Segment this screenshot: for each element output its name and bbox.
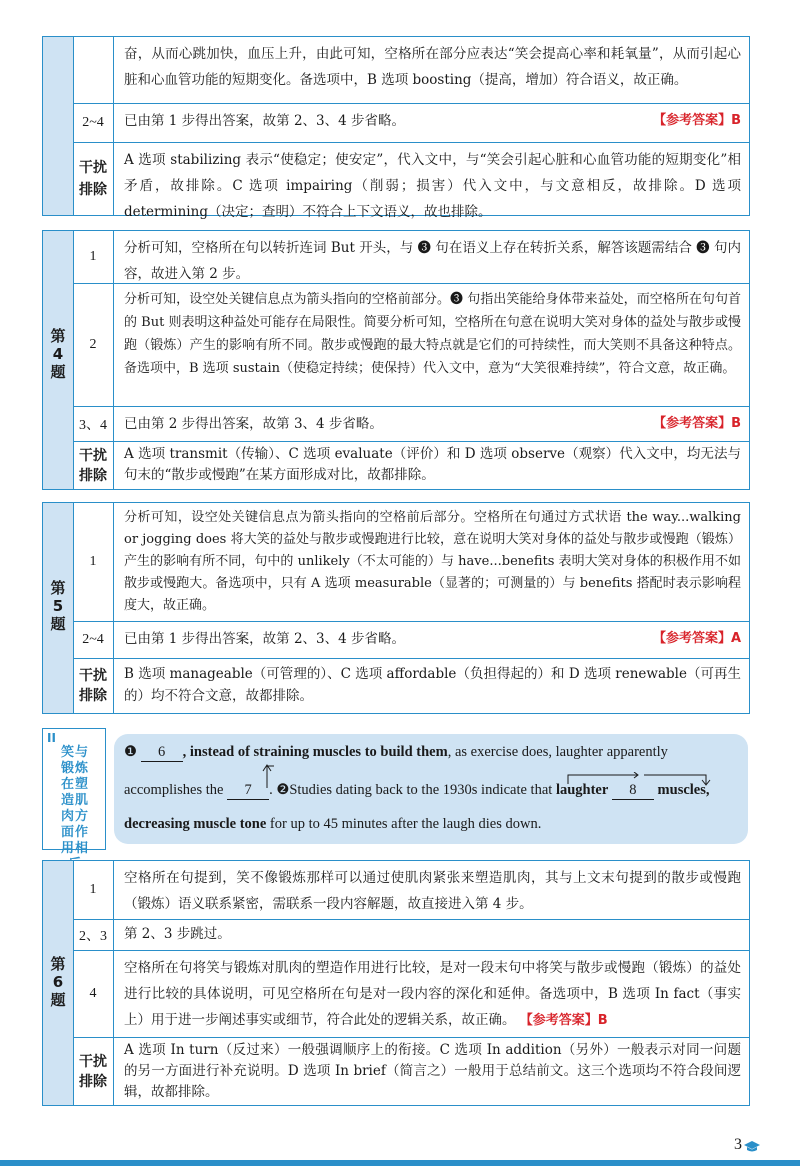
step-content [114, 951, 749, 1037]
step-number: 1 [73, 503, 114, 621]
step-number: 3、4 [73, 407, 114, 441]
bracket-arrows-icon [566, 772, 716, 786]
step-row [73, 284, 749, 407]
step-text: 已由第 1 步得出答案，故第 2、3、4 步省略。 [124, 631, 406, 647]
distractor-content: A 选项 stabilizing 表示“使稳定；使安定”，代入文中，与“笑会引起心脏和心血管功能的短期变化”相矛盾，故排除。C 选项 impairing（削弱；损害）代入文中，与文意相反，故排除。D 选项 determining（决定；查明）不符合上下文语义，故也排除。 [124, 152, 741, 220]
passage-line [124, 816, 541, 833]
distractor-tag-label: 干扰排除 [79, 1053, 107, 1090]
passage-bold: , instead of straining muscles to build them [182, 744, 448, 760]
distractor-tag [73, 659, 114, 713]
step-content [114, 407, 749, 441]
distractor-content: A 选项 In turn（反过来）一般强调顺序上的衔接。C 选项 In addition（另外）一般表示对同一问题的另一方面进行补充说明。D 选项 In brief（简言之）一般用于总结前文。这三个选项均不符合段间逻辑，故都排除。 [124, 1042, 741, 1100]
question-6 [42, 860, 750, 1106]
step-number: 1 [73, 231, 114, 283]
page-number: 3 [734, 1136, 742, 1153]
step-number: 2~4 [73, 104, 114, 142]
step-number: 4 [73, 951, 114, 1037]
distractor-tag-label: 干扰排除 [79, 668, 107, 704]
section-title: 笑与锻炼在塑造肌肉方面作用相 [60, 745, 89, 856]
step-content: 第 2、3 步跳过。 [124, 926, 231, 942]
step-number: 2 [73, 284, 114, 406]
question-3-continuation [42, 36, 750, 220]
distractor-row [73, 659, 749, 713]
side-column [43, 37, 74, 215]
question-label: 第4题 [50, 327, 66, 381]
step-content: 奋，从而心跳加快，血压上升，由此可知，空格所在部分应表达“笑会提高心率和耗氧量”，从而引起心脏和心血管功能的短期变化。备选项中，B 选项 boosting（提高，增加）符合语义，故正确。 [124, 46, 741, 88]
step-row [73, 920, 749, 951]
step-row [73, 37, 749, 104]
passage-bold: muscles, [657, 782, 710, 798]
distractor-tag-label: 干扰排除 [79, 160, 107, 198]
passage-box [114, 734, 748, 844]
passage-text: for up to 45 minutes after the laugh dies down. [269, 816, 542, 832]
blank-7: 7 [227, 782, 269, 800]
passage-text: . ❷Studies dating back to the 1930s indicate that [269, 782, 553, 798]
step-content: 分析可知，空格所在句以转折连词 But 开头，与 ❸ 句在语义上存在转折关系，解答该题需结合 ❸ 句内容，故进入第 2 步。 [124, 240, 741, 282]
step-number: 2、3 [73, 920, 114, 950]
step-content [114, 622, 749, 658]
question-label-column [43, 503, 74, 713]
step-content [114, 104, 749, 142]
reference-answer: 【参考答案】A [652, 631, 741, 646]
reference-answer: 【参考答案】B [519, 1013, 608, 1028]
distractor-row [73, 1038, 749, 1105]
step-row [73, 622, 749, 659]
question-label: 第5题 [50, 579, 66, 633]
distractor-row [73, 442, 749, 489]
distractor-tag-label: 干扰排除 [79, 447, 107, 484]
step-row [73, 231, 749, 284]
distractor-content: A 选项 transmit（传输）、C 选项 evaluate（评价）和 D 选项 observe（观察）代入文中，均无法与句末的“散步或慢跑”在某方面形成对比，故都排除。 [124, 446, 741, 483]
step-row [73, 503, 749, 622]
step-number: 2~4 [73, 622, 114, 658]
bottom-bar [0, 1160, 800, 1166]
distractor-tag [73, 1038, 114, 1105]
step-row [73, 407, 749, 442]
passage-text: , as exercise does, laughter apparently [447, 744, 668, 760]
passage-line [124, 744, 668, 762]
distractor-tag [73, 143, 114, 215]
question-5 [42, 502, 750, 714]
step-text: 空格所在句将笑与锻炼对肌肉的塑造作用进行比较，是对一段末句中将笑与散步或慢跑（锻炼）的益处进行比较的具体说明，可见空格所在句是对一段内容的深化和延伸。备选项中，B 选项 In fact（事实上）用于进一步阐述事实或细节，符合此处的逻辑关系，故正确。 [124, 960, 741, 1028]
question-label-column [43, 231, 74, 489]
step-text: 已由第 2 步得出答案，故第 3、4 步省略。 [124, 416, 383, 432]
reference-answer: 【参考答案】B [653, 416, 741, 431]
reference-answer: 【参考答案】B [653, 113, 741, 128]
question-label: 第6题 [50, 955, 66, 1009]
step-content: 分析可知，设空处关键信息点为箭头指向的空格前后部分。空格所在句通过方式状语 the way...walking or jogging does 将大笑的益处与散步或慢跑进行比较，意在说明大笑对身体的益处与散步或慢跑（锻炼）产生的影响有所不同，句中的 unlikely（不太可能的）与 have...benefits 表明大笑对身体的积极作用不如散步或慢跑大。备选项中，只有 A 选项 measurable（显著的；可测量的）与 benefits 搭配时表示影响程度大，故正确。 [124, 510, 741, 613]
section-ii-label [42, 728, 106, 856]
step-number: 1 [73, 861, 114, 919]
step-row [73, 861, 749, 920]
section-number: II [47, 731, 56, 745]
step-text: 已由第 1 步得出答案，故第 2、3、4 步省略。 [124, 113, 406, 129]
graduation-cap-icon [744, 1141, 760, 1153]
step-row [73, 951, 749, 1038]
section-ii [42, 728, 748, 856]
blank-6: 6 [141, 744, 183, 762]
passage-text: accomplishes the [124, 782, 224, 798]
distractor-content: B 选项 manageable（可管理的）、C 选项 affordable（负担得起的）和 D 选项 renewable（可再生的）均不符合文意，故都排除。 [124, 666, 741, 704]
step-content: 分析可知，设空处关键信息点为箭头指向的空格前部分。❸ 句指出笑能给身体带来益处，而空格所在句句首的 But 则表明这种益处可能存在局限性。简要分析可知，空格所在句意在说明大笑对身体的益处与散步或慢跑（锻炼）产生的影响有所不同。散步或慢跑的最大特点就是它们的可持续性，而大笑则不具备这种特点。备选项中，B 选项 sustain（使稳定持续；使保持）代入文中，意为“大笑很难持续”，符合文意，故正确。 [124, 292, 741, 376]
sentence-marker: ❶ [124, 744, 137, 760]
step-row [73, 104, 749, 143]
distractor-row [73, 143, 749, 220]
step-cell [73, 37, 114, 103]
distractor-tag [73, 442, 114, 489]
passage-bold: decreasing muscle tone [124, 816, 267, 832]
step-content: 空格所在句提到，笑不像锻炼那样可以通过使肌肉紧张来塑造肌肉，其与上文末句提到的散步或慢跑（锻炼）语义联系紧密，需联系一段内容解题，故直接进入第 4 步。 [124, 870, 741, 912]
question-4 [42, 230, 750, 490]
passage-bold: laughter [555, 782, 609, 798]
question-label-column [43, 861, 74, 1105]
blank-8: 8 [612, 782, 654, 800]
